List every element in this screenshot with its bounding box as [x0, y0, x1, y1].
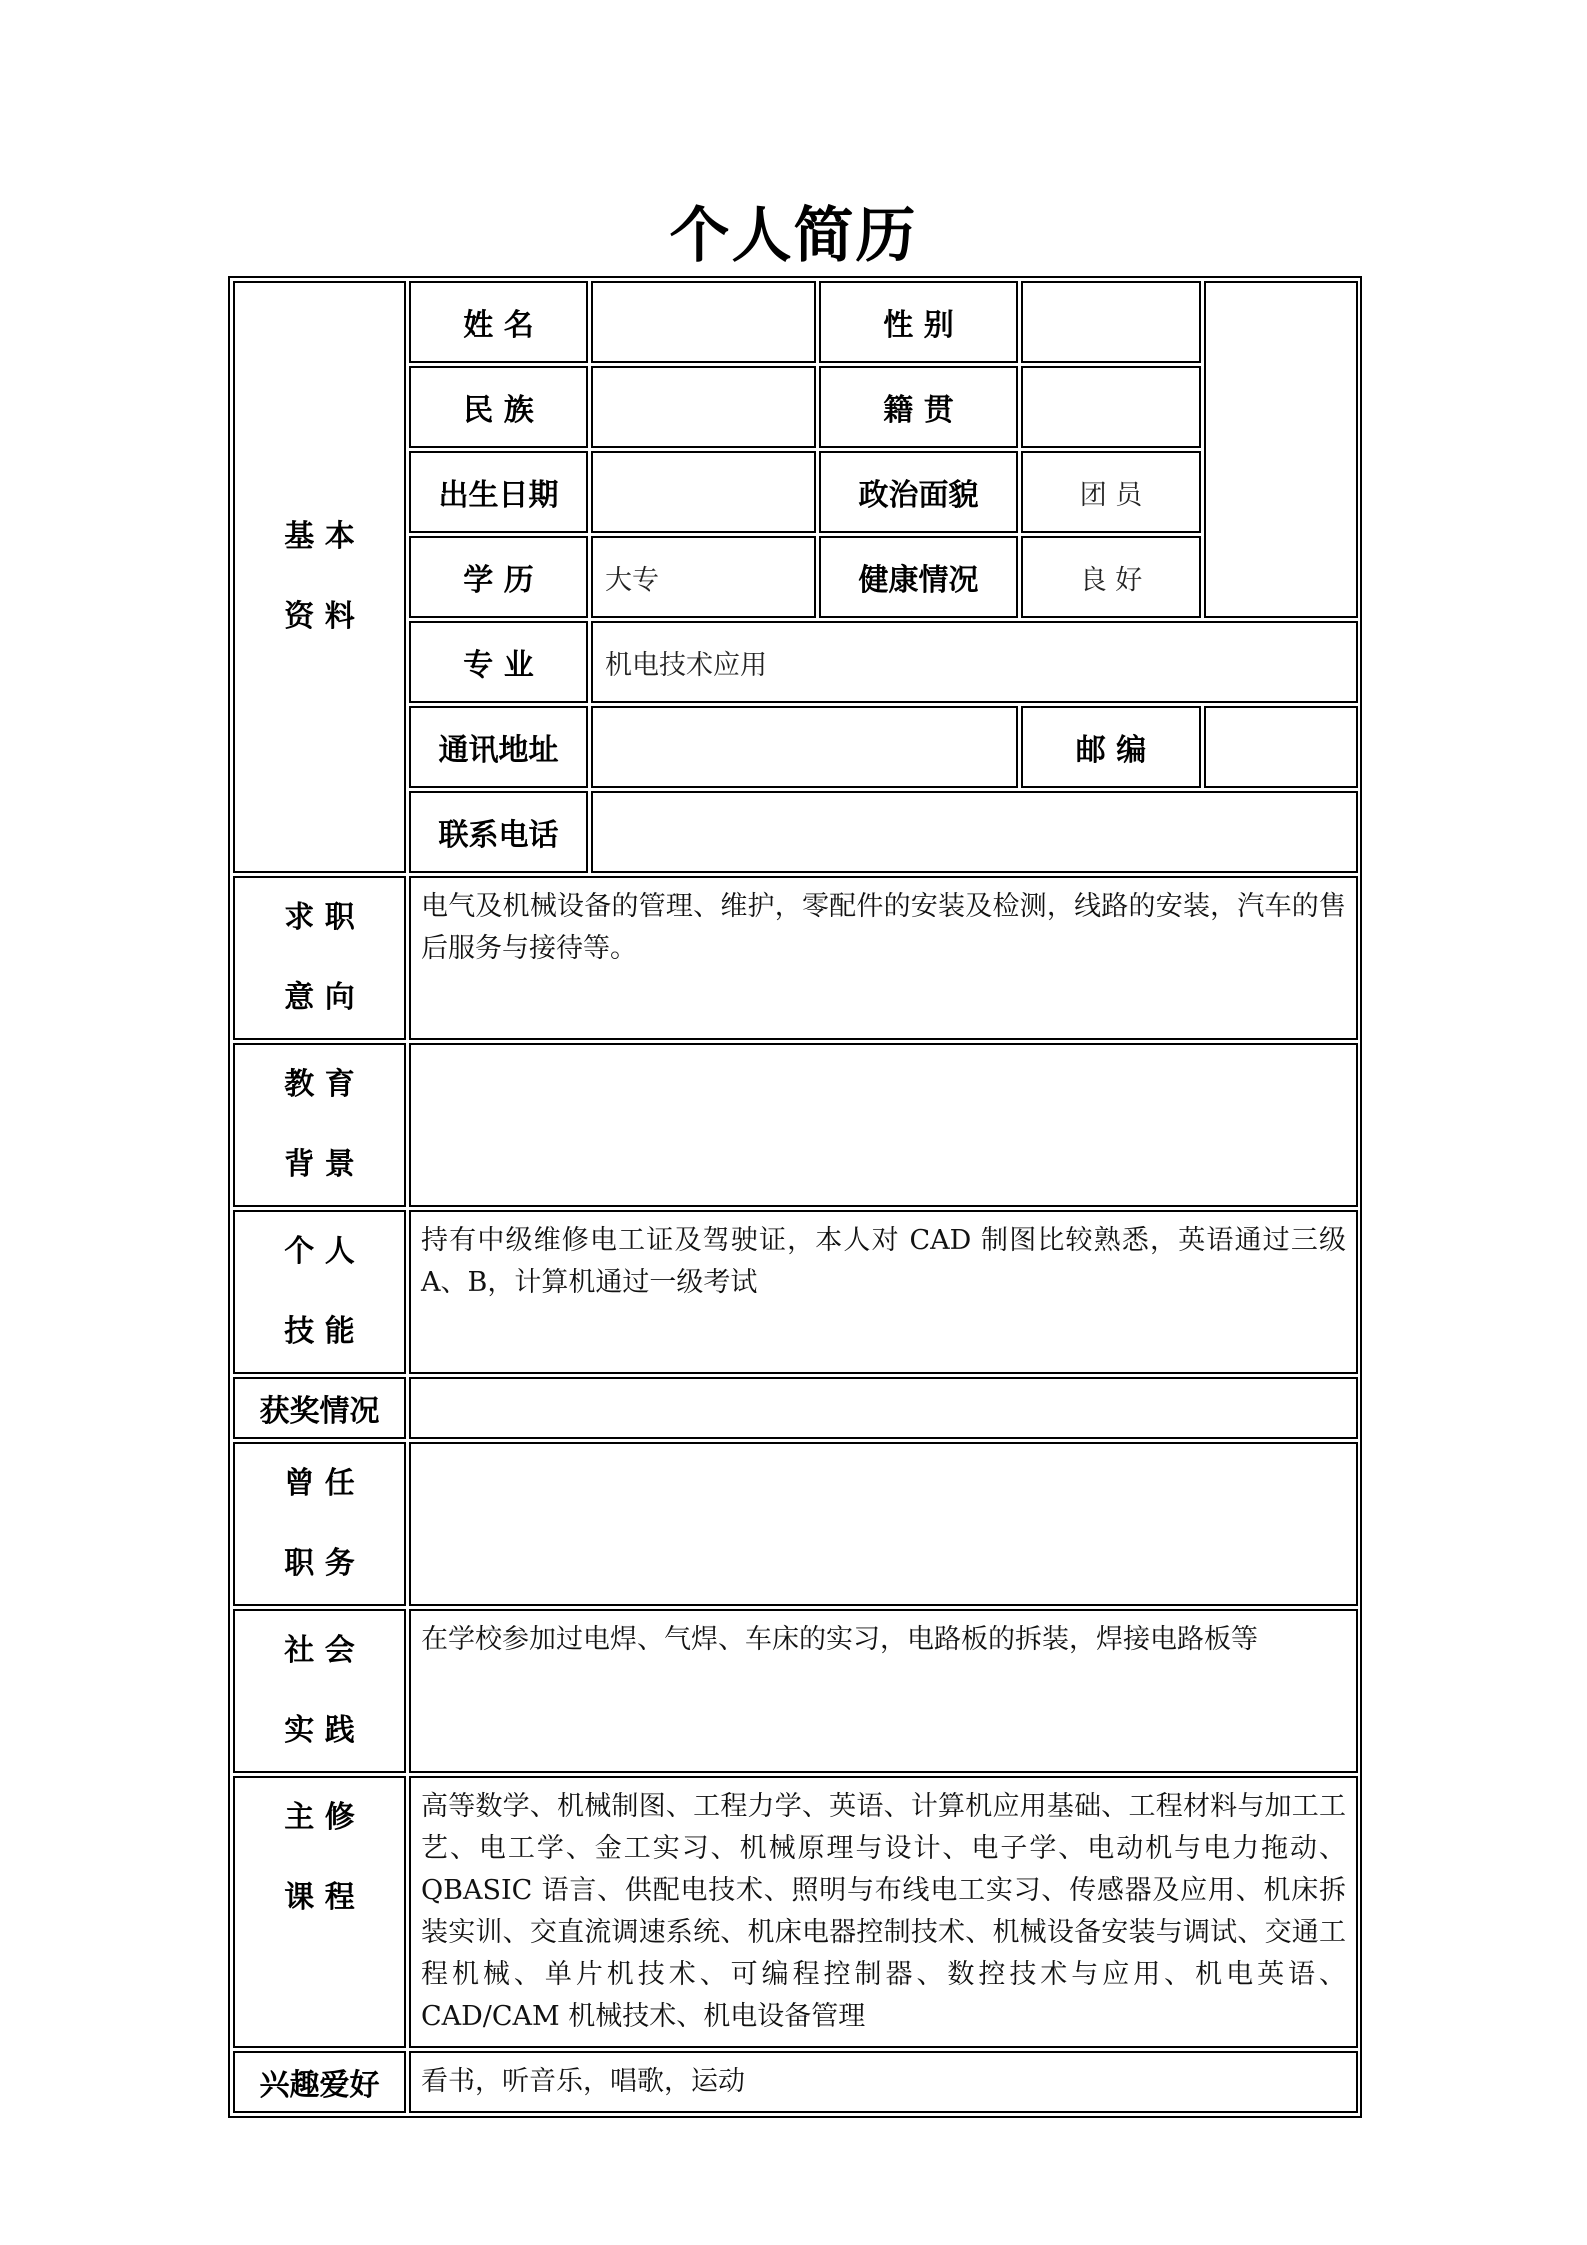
address-field[interactable]	[591, 706, 1018, 788]
job-intent-label	[233, 876, 406, 1040]
social-practice-content[interactable]: 在学校参加过电焊、气焊、车床的实习，电路板的拆装，焊接电路板等	[409, 1609, 1358, 1773]
section-label-line: 资 料	[284, 599, 355, 634]
section-label-line: 社 会	[284, 1633, 355, 1668]
section-label-line: 基 本	[284, 519, 355, 554]
section-label-line: 主 修	[284, 1800, 355, 1835]
education-level-label: 学 历	[409, 536, 588, 618]
political-status-label: 政治面貌	[819, 451, 1018, 533]
section-label-line: 意 向	[284, 980, 355, 1015]
page-title: 个人简历	[669, 201, 918, 271]
section-label-line: 教 育	[284, 1067, 355, 1102]
name-field[interactable]	[591, 281, 816, 363]
education-background-content[interactable]	[409, 1043, 1358, 1207]
hometown-label: 籍 贯	[819, 366, 1018, 448]
ethnicity-field[interactable]	[591, 366, 816, 448]
skills-label	[233, 1210, 406, 1374]
education-level-field[interactable]: 大专	[591, 536, 816, 618]
address-label: 通讯地址	[409, 706, 588, 788]
health-field[interactable]: 良 好	[1021, 536, 1201, 618]
gender-label: 性 别	[819, 281, 1018, 363]
job-intent-content[interactable]: 电气及机械设备的管理、维护，零配件的安装及检测，线路的安装，汽车的售后服务与接待等。	[409, 876, 1358, 1040]
section-label-line: 技 能	[284, 1314, 355, 1349]
section-label-line: 曾 任	[284, 1466, 355, 1501]
hobbies-label: 兴趣爱好	[233, 2051, 406, 2113]
awards-label: 获奖情况	[233, 1377, 406, 1439]
gender-field[interactable]	[1021, 281, 1201, 363]
basic-info-section-label	[233, 281, 406, 873]
major-field[interactable]: 机电技术应用	[591, 621, 1358, 703]
awards-content[interactable]	[409, 1377, 1358, 1439]
ethnicity-label: 民 族	[409, 366, 588, 448]
photo-box[interactable]	[1204, 281, 1358, 618]
social-practice-label	[233, 1609, 406, 1773]
section-label-line: 职 务	[284, 1546, 355, 1581]
section-label-line: 求 职	[284, 900, 355, 935]
name-label: 姓 名	[409, 281, 588, 363]
section-label-line: 背 景	[284, 1147, 355, 1182]
skills-content[interactable]: 持有中级维修电工证及驾驶证，本人对 CAD 制图比较熟悉，英语通过三级 A、B，计算机通过一级考试	[409, 1210, 1358, 1374]
postcode-label: 邮 编	[1021, 706, 1201, 788]
birthdate-field[interactable]	[591, 451, 816, 533]
education-background-label	[233, 1043, 406, 1207]
postcode-field[interactable]	[1204, 706, 1358, 788]
resume-table	[228, 276, 1362, 2118]
hometown-field[interactable]	[1021, 366, 1201, 448]
health-label: 健康情况	[819, 536, 1018, 618]
courses-content[interactable]: 高等数学、机械制图、工程力学、英语、计算机应用基础、工程材料与加工工艺、电工学、金工实习、机械原理与设计、电子学、电动机与电力拖动、QBASIC 语言、供配电技术、照明与布线电工实习、传感器及应用、机床拆装实训、交直流调速系统、机床电器控制技术、机械设备安装与调试、交通工程机械、单片机技术、可编程控制器、数控技术与应用、机电英语、CAD/CAM 机械技术、机电设备管理	[409, 1776, 1358, 2048]
courses-label	[233, 1776, 406, 2048]
section-label-line: 课 程	[284, 1880, 355, 1915]
phone-label: 联系电话	[409, 791, 588, 873]
major-label: 专 业	[409, 621, 588, 703]
positions-content[interactable]	[409, 1442, 1358, 1606]
hobbies-content[interactable]: 看书，听音乐，唱歌，运动	[409, 2051, 1358, 2113]
political-status-field[interactable]: 团 员	[1021, 451, 1201, 533]
phone-field[interactable]	[591, 791, 1358, 873]
section-label-line: 个 人	[284, 1234, 355, 1269]
positions-label	[233, 1442, 406, 1606]
section-label-line: 实 践	[284, 1713, 355, 1748]
birthdate-label: 出生日期	[409, 451, 588, 533]
